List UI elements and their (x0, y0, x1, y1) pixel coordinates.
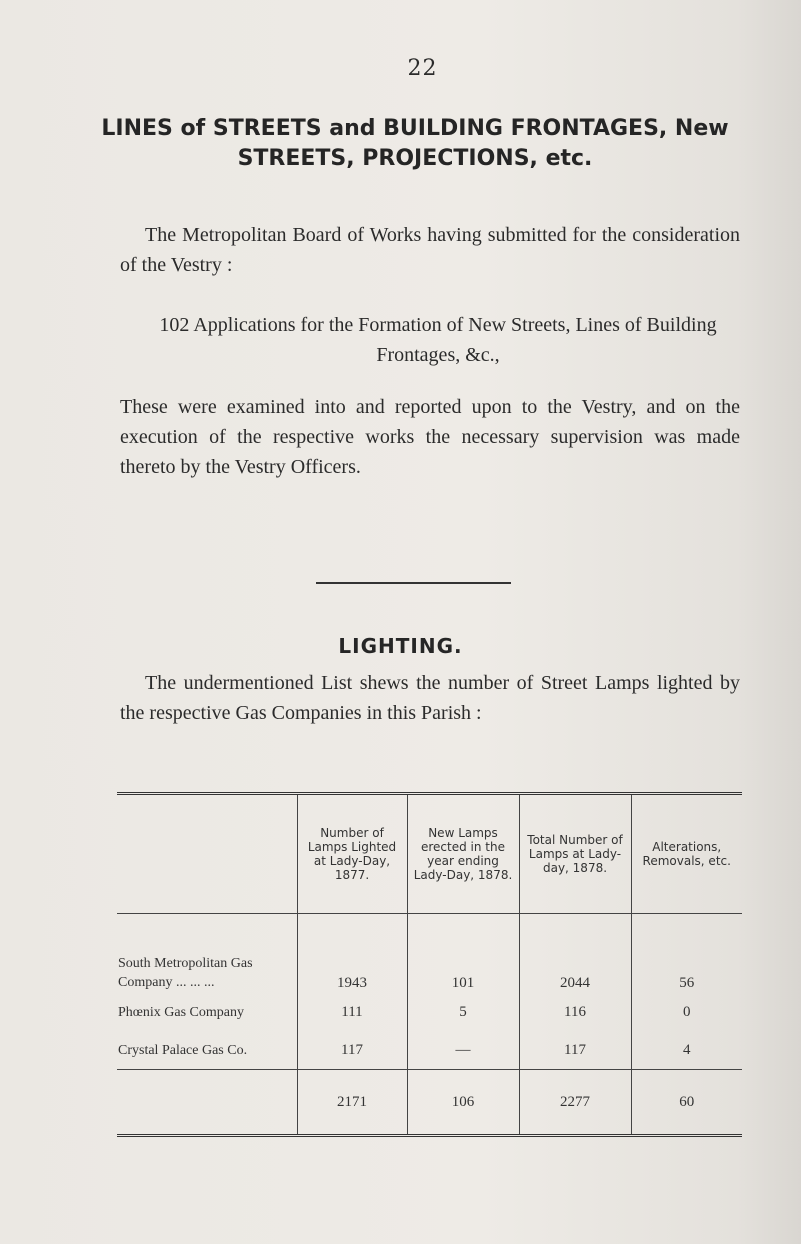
company-name: South Metropolitan Gas Company ... ... ... (118, 956, 253, 990)
table-row (117, 914, 742, 994)
total-1878-cell: 2044 (519, 914, 631, 994)
alterations-cell: 0 (631, 993, 742, 1031)
new-lamps-cell: 5 (407, 993, 519, 1031)
total-total-1878-cell: 2277 (519, 1070, 631, 1136)
column-header-company (117, 794, 297, 914)
column-header-lighted-1877: Number of Lamps Lighted at Lady-Day, 1877. (297, 794, 407, 914)
alterations-cell: 56 (631, 914, 742, 994)
new-lamps-cell: 101 (407, 914, 519, 994)
column-header-total-1878: Total Number of Lamps at Lady-day, 1878. (519, 794, 631, 914)
page-number: 22 (407, 56, 438, 81)
lighting-heading: LIGHTING. (338, 634, 463, 658)
totals-label (117, 1070, 297, 1136)
table-row (117, 993, 742, 1031)
lighted-1877-cell: 117 (297, 1031, 407, 1070)
lighted-1877-cell: 1943 (297, 914, 407, 994)
total-lighted-1877-cell: 2171 (297, 1070, 407, 1136)
total-1878-cell: 116 (519, 993, 631, 1031)
lamps-table (117, 792, 742, 1137)
section-heading: LINES of STREETS and BUILDING FRONTAGES, New STREETS, PROJECTIONS, etc. (101, 116, 729, 171)
total-1878-cell: 117 (519, 1031, 631, 1070)
lighting-intro-paragraph: The undermentioned List shews the number of Street Lamps lighted by the respective Gas Companies in this Parish : (120, 672, 740, 724)
company-name: Phœnix Gas Company (118, 1004, 244, 1020)
new-lamps-cell: — (407, 1031, 519, 1070)
company-name: Crystal Palace Gas Co. (118, 1042, 248, 1058)
total-alterations-cell: 60 (631, 1070, 742, 1136)
column-header-alterations: Alterations, Removals, etc. (631, 794, 742, 914)
column-header-new-lamps: New Lamps erected in the year ending Lady-Day, 1878. (407, 794, 519, 914)
alterations-cell: 4 (631, 1031, 742, 1070)
intro-paragraph: The Metropolitan Board of Works having submitted for the consideration of the Vestry : (120, 224, 740, 276)
total-new-lamps-cell: 106 (407, 1070, 519, 1136)
lighted-1877-cell: 111 (297, 993, 407, 1031)
table-header-row (117, 794, 742, 914)
table-row (117, 1031, 742, 1070)
section-divider (316, 582, 511, 584)
applications-paragraph: 102 Applications for the Formation of New Streets, Lines of Building Frontages, &c., (159, 314, 717, 366)
examined-paragraph: These were examined into and reported upon to the Vestry, and on the execution of the respective works the necessary supervision was made thereto by the Vestry Officers. (120, 396, 740, 478)
totals-row (117, 1070, 742, 1136)
